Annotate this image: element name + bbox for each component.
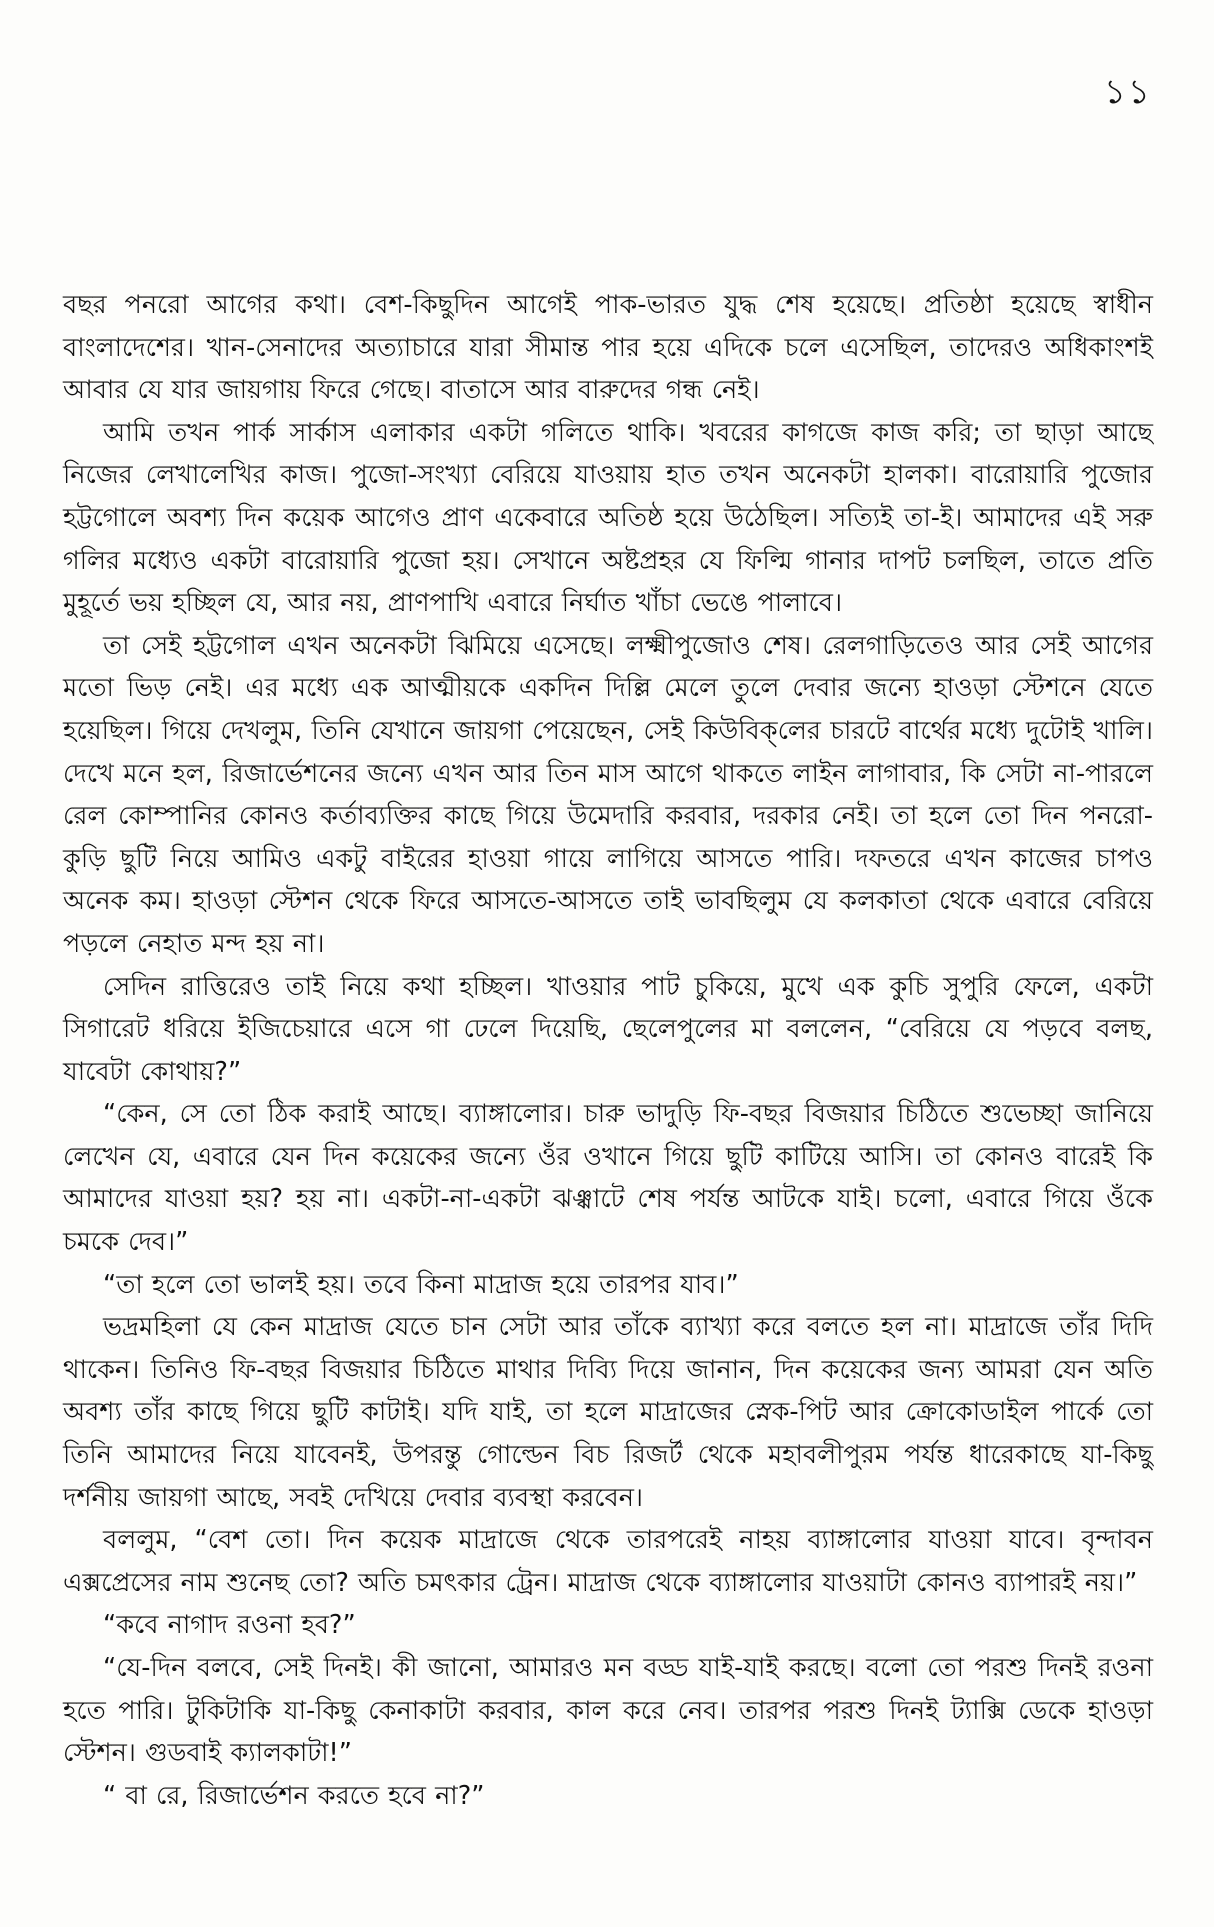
paragraph-7: ভদ্রমহিলা যে কেন মাদ্রাজ যেতে চান সেটা আর তাঁকে ব্যাখ্যা করে বলতে হল না। মাদ্রাজে তাঁর দিদি থাকেন। তিনিও ফি-বছর বিজয়ার চিঠিতে মাথার দিব্যি দিয়ে জানান, দিন কয়েকের জন্য আমরা যেন অতি অবশ্য তাঁর কাছে গিয়ে ছুটি কাটাই। যদি যাই, তা হলে মাদ্রাজের স্নেক-পিট আর ক্রোকোডাইল পার্কে তো তিনি আমাদের নিয়ে যাবেনই, উপরন্তু গোল্ডেন বিচ রিজর্ট থেকে মহাবলীপুরম পর্যন্ত ধারেকাছে যা-কিছু দর্শনীয় জায়গা আছে, সবই দেখিয়ে দেবার ব্যবস্থা করবেন। — [63, 1312, 1153, 1513]
paragraph-6: “তা হলে তো ভালই হয়। তবে কিনা মাদ্রাজ হয়ে তারপর যাব।” — [103, 1269, 739, 1300]
page-number: ১১ — [1103, 72, 1152, 112]
paragraph-3: তা সেই হট্টগোল এখন অনেকটা ঝিমিয়ে এসেছে। লক্ষ্মীপুজোও শেষ। রেলগাড়িতেও আর সেই আগের মতো ভিড় নেই। এর মধ্যে এক আত্মীয়কে একদিন দিল্লি মেলে তুলে দেবার জন্যে হাওড়া স্টেশনে যেতে হয়েছিল। গিয়ে দেখলুম, তিনি যেখানে জায়গা পেয়েছেন, সেই কিউবিক্‌লের চারটে বার্থের মধ্যে দুটোই খালি। দেখে মনে হল, রিজার্ভেশনের জন্যে এখন আর তিন মাস আগে থাকতে লাইন লাগাবার, কি সেটা না-পারলে রেল কোম্পানির কোনও কর্তাব্যক্তির কাছে গিয়ে উমেদারি করবার, দরকার নেই। তা হলে তো দিন পনরো-কুড়ি ছুটি নিয়ে আমিও একটু বাইরের হাওয়া গায়ে লাগিয়ে আসতে পারি। দফতরে এখন কাজের চাপও অনেক কম। হাওড়া স্টেশন থেকে ফিরে আসতে-আসতে তাই ভাবছিলুম যে কলকাতা থেকে এবারে বেরিয়ে পড়লে নেহাত মন্দ হয় না। — [63, 630, 1153, 959]
paragraph-11: “ বা রে, রিজার্ভেশন করতে হবে না?” — [103, 1780, 485, 1811]
paragraph-10: “যে-দিন বলবে, সেই দিনই। কী জানো, আমারও মন বড্ড যাই-যাই করছে। বলো তো পরশু দিনই রওনা হতে পারি। টুকিটাকি যা-কিছু কেনাকাটা করবার, কাল করে নেব। তারপর পরশু দিনই ট্যাক্সি ডেকে হাওড়া স্টেশন। গুডবাই ক্যালকাটা!” — [63, 1653, 1153, 1769]
paragraph-8: বললুম, “বেশ তো। দিন কয়েক মাদ্রাজে থেকে তারপরেই নাহয় ব্যাঙ্গালোর যাওয়া যাবে। বৃন্দাবন এক্সপ্রেসের নাম শুনেছ তো? অতি চমৎকার ট্রেন। মাদ্রাজ থেকে ব্যাঙ্গালোর যাওয়াটা কোনও ব্যাপারই নয়।” — [63, 1525, 1153, 1598]
paragraph-9: “কবে নাগাদ রওনা হব?” — [103, 1610, 356, 1641]
paragraph-1: বছর পনরো আগের কথা। বেশ-কিছুদিন আগেই পাক-ভারত যুদ্ধ শেষ হয়েছে। প্রতিষ্ঠা হয়েছে স্বাধীন বাংলাদেশের। খান-সেনাদের অত্যাচারে যারা সীমান্ত পার হয়ে এদিকে চলে এসেছিল, তাদেরও অধিকাংশই আবার যে যার জায়গায় ফিরে গেছে। বাতাসে আর বারুদের গন্ধ নেই। — [63, 290, 1153, 406]
paragraph-2: আমি তখন পার্ক সার্কাস এলাকার একটা গলিতে থাকি। খবরের কাগজে কাজ করি; তা ছাড়া আছে নিজের লেখালেখির কাজ। পুজো-সংখ্যা বেরিয়ে যাওয়ায় হাত তখন অনেকটা হালকা। বারোয়ারি পুজোর হট্টগোলে অবশ্য দিন কয়েক আগেও প্রাণ একেবারে অতিষ্ঠ হয়ে উঠেছিল। সত্যিই তা-ই। আমাদের এই সরু গলির মধ্যেও একটা বারোয়ারি পুজো হয়। সেখানে অষ্টপ্রহর যে ফিল্মি গানার দাপট চলছিল, তাতে প্রতি মুহূর্তে ভয় হচ্ছিল যে, আর নয়, প্রাণপাখি এবারে নির্ঘাত খাঁচা ভেঙে পালাবে। — [63, 417, 1153, 619]
body-text — [63, 284, 1153, 1817]
paragraph-4: সেদিন রাত্তিরেও তাই নিয়ে কথা হচ্ছিল। খাওয়ার পাট চুকিয়ে, মুখে এক কুচি সুপুরি ফেলে, একটা সিগারেট ধরিয়ে ইজিচেয়ারে এসে গা ঢেলে দিয়েছি, ছেলেপুলের মা বললেন, “বেরিয়ে যে পড়বে বলছ, যাবেটা কোথায়?” — [63, 971, 1153, 1087]
paragraph-5: “কেন, সে তো ঠিক করাই আছে। ব্যাঙ্গালোর। চারু ভাদুড়ি ফি-বছর বিজয়ার চিঠিতে শুভেচ্ছা জানিয়ে লেখেন যে, এবারে যেন দিন কয়েকের জন্যে ওঁর ওখানে গিয়ে ছুটি কাটিয়ে আসি। তা কোনও বারেই কি আমাদের যাওয়া হয়? হয় না। একটা-না-একটা ঝঞ্ঝাটে শেষ পর্যন্ত আটকে যাই। চলো, এবারে গিয়ে ওঁকে চমকে দেব।” — [63, 1099, 1153, 1258]
